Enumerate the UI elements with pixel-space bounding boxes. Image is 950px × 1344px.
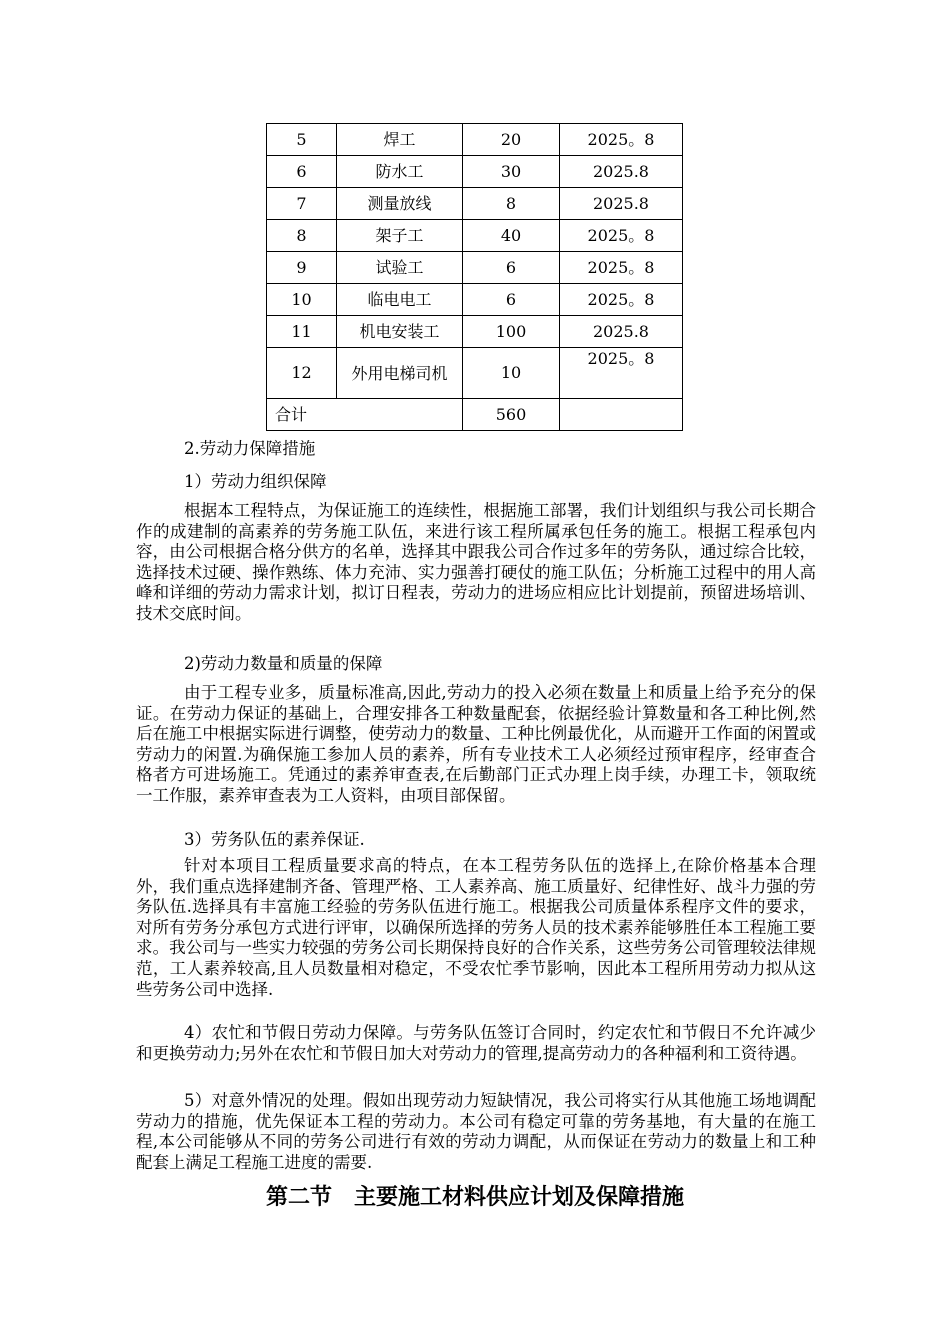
row-number: 9	[267, 252, 337, 284]
table-row	[267, 188, 683, 220]
entry-date: 2025.8	[560, 156, 683, 188]
trade-name: 机电安装工	[337, 316, 463, 348]
trade-name: 架子工	[337, 220, 463, 252]
row-number: 5	[267, 124, 337, 156]
paragraph: 针对本项目工程质量要求高的特点，在本工程劳务队伍的选择上,在除价格基本合理外，我们重点选择建制齐备、管理严格、工人素养高、施工质量好、纪律性好、战斗力强的劳务队伍.选择具有丰富施工经验的劳务队伍进行施工。根据我公司质量体系程序文件的要求，对所有劳务分承包方式进行评审，以确保所选择的劳务人员的技术素养能够胜任本工程施工要求。我公司与一些实力较强的劳务公司长期保持良好的合作关系，这些劳务公司管理较法律规范，工人素养较高,且人员数量相对稳定，不受农忙季节影响，因此本工程所用劳动力拟从这些劳务公司中选择.	[136, 856, 816, 999]
worker-count: 10	[463, 348, 560, 399]
row-number: 7	[267, 188, 337, 220]
entry-date: 2025.8	[560, 316, 683, 348]
table-total-row	[267, 399, 683, 431]
table-row	[267, 284, 683, 316]
paragraph: 4）农忙和节假日劳动力保障。与劳务队伍签订合同时，约定农忙和节假日不允许减少和更换劳动力;另外在农忙和节假日加大对劳动力的管理,提高劳动力的各种福利和工资待遇。	[136, 1023, 816, 1063]
trade-name: 外用电梯司机	[351, 363, 448, 383]
entry-date: 2025.8	[560, 188, 683, 220]
row-number: 6	[267, 156, 337, 188]
paragraph: 根据本工程特点，为保证施工的连续性，根据施工部署，我们计划组织与我公司长期合作的成建制的高素养的劳务施工队伍，来进行该工程所属承包任务的施工。根据工程承包内容，由公司根据合格分供方的名单，选择其中跟我公司合作过多年的劳务队，通过综合比较，选择技术过硬、操作熟练、体力充沛、实力强善打硬仗的施工队伍；分析施工过程中的用人高峰和详细的劳动力需求计划，拟订日程表，劳动力的进场应相应比计划提前，预留进场培训、技术交底时间。	[136, 501, 816, 623]
trade-name: 试验工	[337, 252, 463, 284]
entry-date: 2025。8	[560, 220, 683, 252]
paragraph: 由于工程专业多，质量标准高,因此,劳动力的投入必须在数量上和质量上给予充分的保证。在劳动力保证的基础上，合理安排各工种数量配套，依据经验计算数量和各工种比例,然后在施工中根据实际进行调整，使劳动力的数量、工种比例最优化，从而避开工作面的闲置或劳动力的闲置.为确保施工参加人员的素养，所有专业技术工人必须经过预审程序，经审查合格者方可进场施工。凭通过的素养审查表,在后勤部门正式办理上岗手续，办理工卡，领取统一工作服，素养审查表为工人资料，由项目部保留。	[136, 683, 816, 805]
entry-date: 2025。8	[560, 124, 683, 156]
table-row	[267, 316, 683, 348]
trade-name: 测量放线	[337, 188, 463, 220]
table-row	[267, 156, 683, 188]
row-number: 12	[267, 348, 337, 399]
paragraph: 5）对意外情况的处理。假如出现劳动力短缺情况，我公司将实行从其他施工场地调配劳动力的措施，优先保证本工程的劳动力。本公司有稳定可靠的劳务基地，有大量的在施工程,本公司能够从不同的劳务公司进行有效的劳动力调配，从而保证在劳动力的数量上和工种配套上满足工程施工进度的需要.	[136, 1091, 816, 1172]
subsection-heading: 1）劳动力组织保障	[184, 472, 327, 491]
entry-date: 2025。8	[560, 252, 683, 284]
trade-name-cell	[337, 348, 463, 399]
worker-count: 8	[463, 188, 560, 220]
row-number: 11	[267, 316, 337, 348]
table-row	[267, 220, 683, 252]
trade-name: 焊工	[337, 124, 463, 156]
worker-count: 20	[463, 124, 560, 156]
table-row	[267, 124, 683, 156]
worker-count: 30	[463, 156, 560, 188]
row-number: 8	[267, 220, 337, 252]
total-date-empty	[560, 399, 683, 431]
worker-count: 6	[463, 252, 560, 284]
trade-name: 防水工	[337, 156, 463, 188]
section-heading: 2.劳动力保障措施	[184, 439, 316, 458]
worker-count: 100	[463, 316, 560, 348]
chapter-section-title: 第二节 主要施工材料供应计划及保障措施	[265, 1185, 684, 1210]
total-label: 合计	[267, 399, 463, 431]
subsection-heading: 3）劳务队伍的素养保证.	[184, 830, 365, 849]
row-number: 10	[267, 284, 337, 316]
entry-date: 2025。8	[560, 284, 683, 316]
table-row	[267, 348, 683, 399]
labor-plan-table	[266, 123, 683, 431]
worker-count: 40	[463, 220, 560, 252]
subsection-heading: 2)劳动力数量和质量的保障	[184, 654, 383, 673]
total-count: 560	[463, 399, 560, 431]
trade-name: 临电电工	[337, 284, 463, 316]
worker-count: 6	[463, 284, 560, 316]
entry-date: 2025。8	[560, 348, 683, 399]
table-row	[267, 252, 683, 284]
